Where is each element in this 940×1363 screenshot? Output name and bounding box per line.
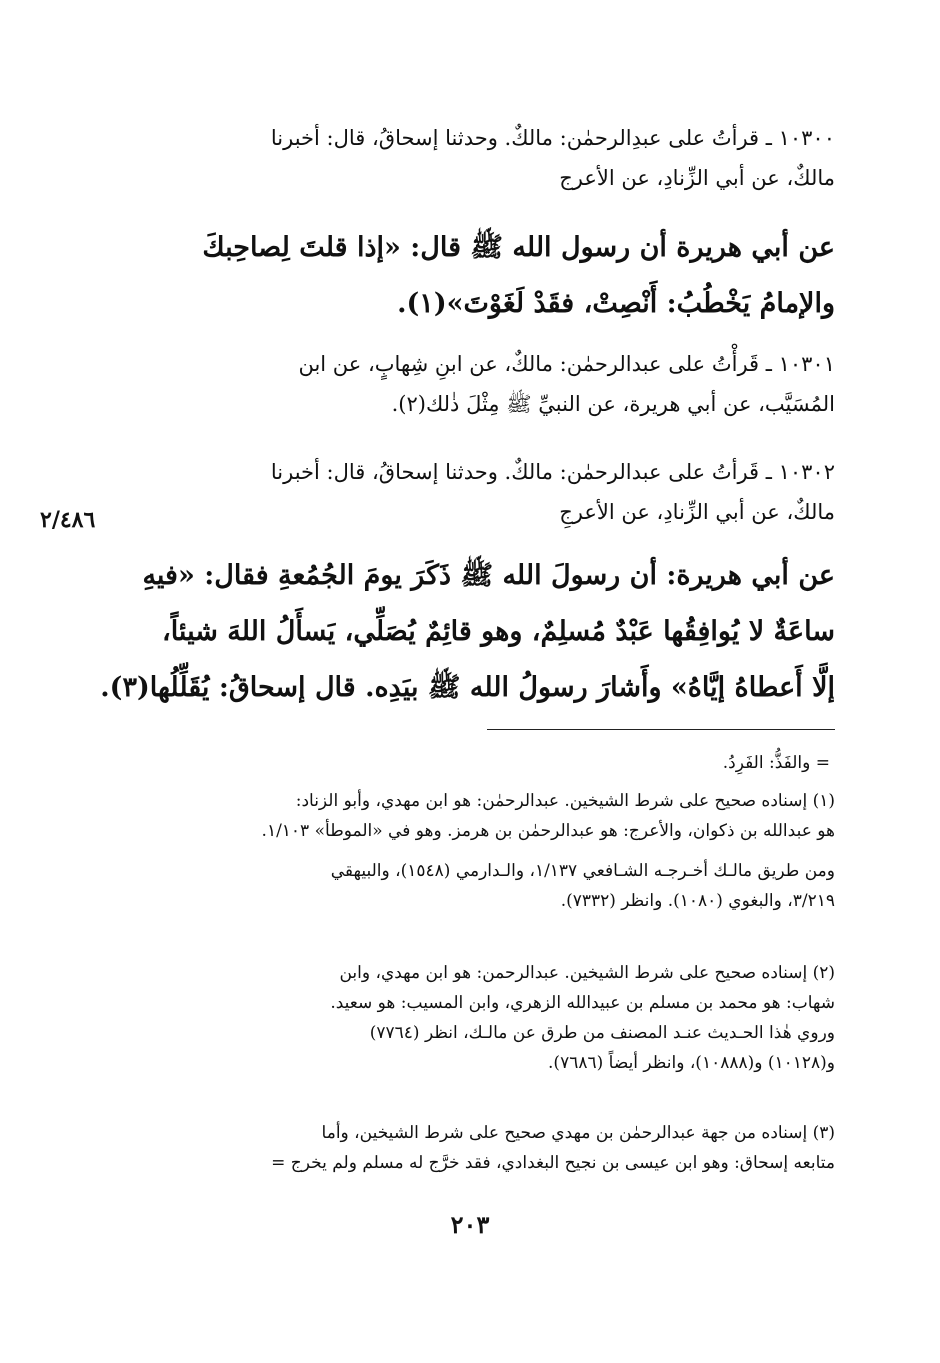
text-line: (٣) إسناده من جهة عبدالرحمٰن بن مهدي صحيح على شرط الشيخين، وأما: [321, 1123, 835, 1143]
text-line: ١٠٣٠١ ـ قَرأْتُ على عبدالرحمٰن: مالكٌ، عن ابنِ شِهابٍ، عن ابن: [298, 352, 835, 376]
text-line: (٢) إسناده صحيح على شرط الشيخين. عبدالرحمن: هو ابن مهدي، وابن: [339, 963, 835, 983]
text-line: = والفَذُّ: الفَرِدُ.: [722, 753, 830, 773]
text-line: وروي هٰذا الحـديث عنـد المصنف من طرق عن مالـك، انظر (٧٧٦٤): [369, 1023, 835, 1043]
page-number: ٢٠٣: [450, 1210, 490, 1239]
text-line: ومن طريق مالـك أخـرجـه الشـافعي ١/١٣٧، والـدارمي (١٥٤٨)، والبيهقي: [330, 861, 835, 881]
footnote-separator: [487, 729, 835, 730]
hadith-entry-10302-isnad: [135, 452, 835, 532]
margin-reference: ٢/٤٨٦: [40, 507, 96, 533]
text-line: مالكٌ، عن أبي الزِّنادِ، عن الأعرج: [559, 166, 835, 190]
hadith-text-10302: [100, 548, 835, 716]
footnote-1: [135, 786, 835, 916]
text-line: ٣/٢١٩، والبغوي (١٠٨٠). وانظر (٧٣٣٢).: [560, 891, 835, 911]
footnote-continuation: [140, 748, 830, 779]
hadith-entry-10300-isnad: [135, 118, 835, 198]
text-line: إلَّا أَعطاهُ إيَّاهُ» وأَشارَ رسولُ الله ﷺ بيَدِه. قال إسحاقُ: يُقَلِّلُها(٣).: [100, 672, 835, 703]
text-line: والإمامُ يَخْطُبُ: أَنْصِتْ، فقَدْ لَغَوْتَ»(١).: [397, 288, 835, 319]
text-line: و(١٠١٢٨) و(١٠٨٨٨)، وانظر أيضاً (٧٦٨٦).: [548, 1053, 835, 1073]
hadith-text-10300: [135, 220, 835, 332]
text-line: عن أبي هريرة أن رسول الله ﷺ قال: «إذا قلتَ لِصاحِبكَ: [202, 232, 835, 263]
footnote-3: [135, 1118, 835, 1178]
text-line: مالكٌ، عن أبي الزِّنادِ، عن الأعرجِ: [559, 500, 835, 524]
text-line: المُسَيَّب، عن أبي هريرة، عن النبيِّ ﷺ مِثْلَ ذٰلك(٢).: [391, 392, 835, 416]
text-line: شهاب: هو محمد بن مسلم بن عبيدالله الزهري، وابن المسيب: هو سعيد.: [330, 993, 835, 1013]
footnote-2: [135, 958, 835, 1078]
text-line: ١٠٣٠٢ ـ قَرأتُ على عبدالرحمٰن: مالكٌ. وحدثنا إسحاقُ، قال: أخبرنا: [270, 460, 835, 484]
text-line: ساعَةٌ لا يُوافِقُها عَبْدٌ مُسلِمٌ، وهو قائِمٌ يُصَلِّي، يَسأَلُ اللهَ شيئاً،: [161, 616, 835, 647]
text-line: ١٠٣٠٠ ـ قرأتُ على عبدِالرحمٰن: مالكٌ. وحدثنا إسحاقُ، قال: أخبرنا: [270, 126, 835, 150]
text-line: عن أبي هريرة: أن رسولَ الله ﷺ ذَكَرَ يومَ الجُمُعةِ فقال: «فيهِ: [142, 560, 835, 591]
hadith-entry-10301: [135, 344, 835, 424]
text-line: متابعه إسحاق: وهو ابن عيسى بن نجيح البغدادي، فقد خرَّج له مسلم ولم يخرج =: [271, 1153, 835, 1173]
text-line: هو عبدالله بن ذكوان، والأعرج: هو عبدالرحمٰن بن هرمز. وهو في «الموطأ» ١/١٠٣.: [261, 821, 835, 841]
text-line: (١) إسناده صحيح على شرط الشيخين. عبدالرحمٰن: هو ابن مهدي، وأبو الزناد:: [295, 791, 835, 811]
